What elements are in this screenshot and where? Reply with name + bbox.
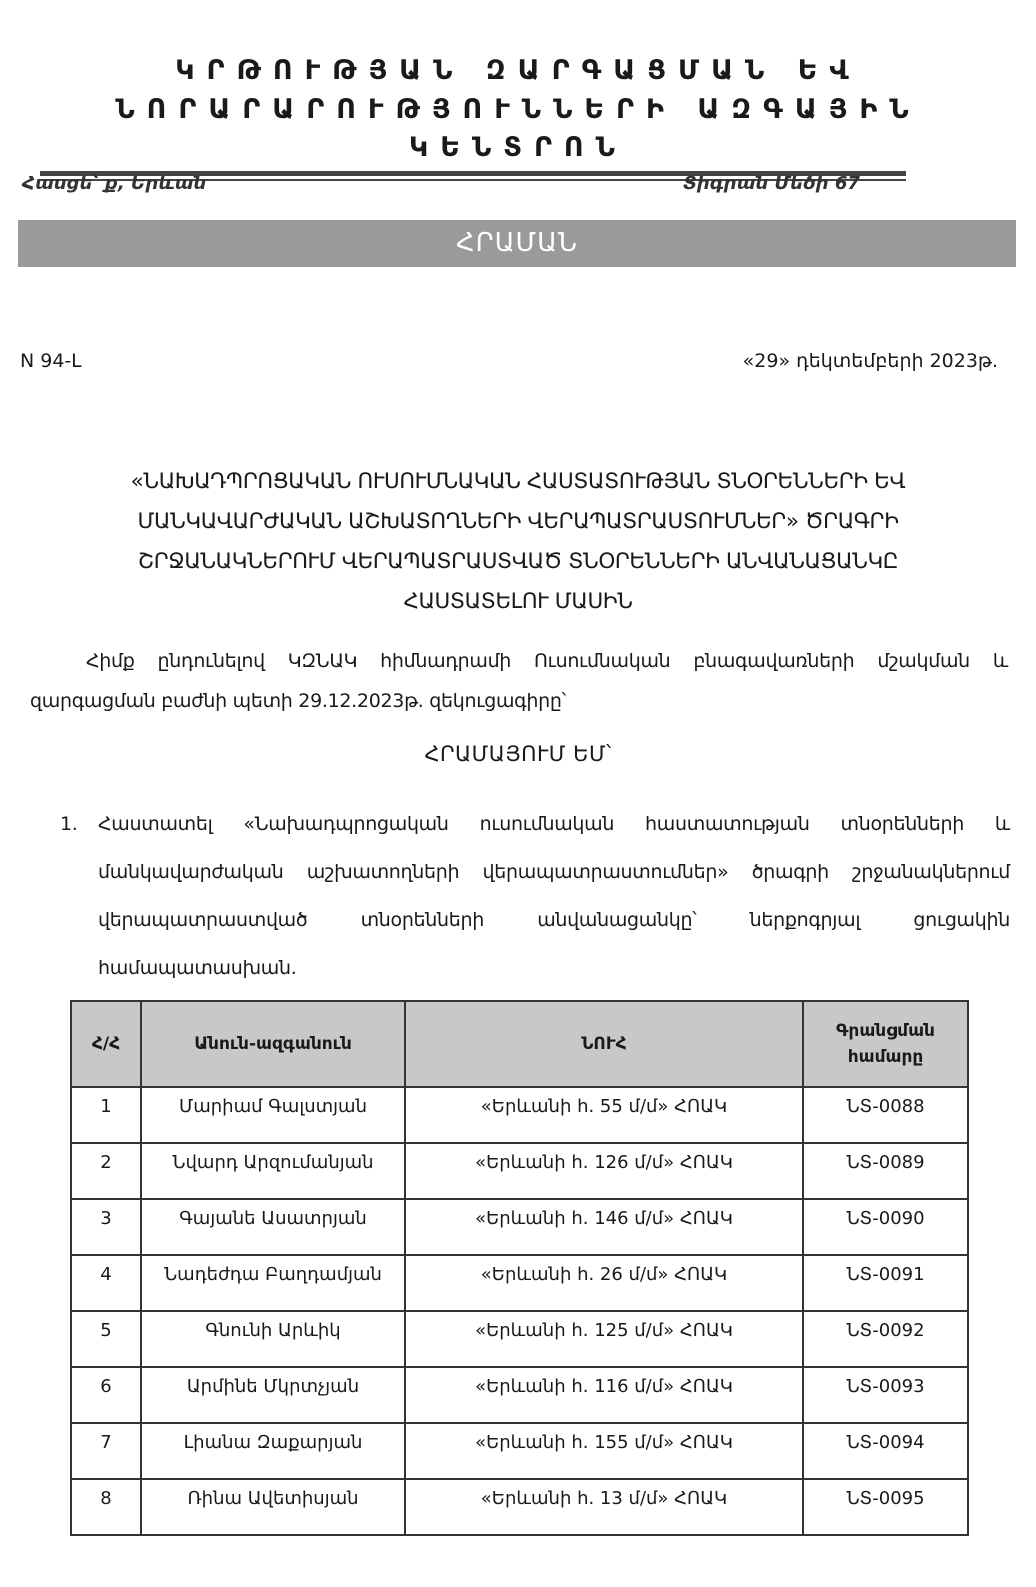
address-city: Հասցե՝ ք, Երևան bbox=[22, 173, 207, 194]
cell-institution: «Երևանի հ. 126 մ/մ» ՀՈԱԿ bbox=[405, 1143, 803, 1199]
cell-registration: ՆՏ-0090 bbox=[803, 1199, 968, 1255]
cell-name: Նադեժդա Բաղդամյան bbox=[141, 1255, 405, 1311]
cell-institution: «Երևանի հ. 125 մ/մ» ՀՈԱԿ bbox=[405, 1311, 803, 1367]
cell-name: Ռինա Ավետիսյան bbox=[141, 1479, 405, 1535]
title-line: ՇՐՋԱՆԱԿՆԵՐՈՒՄ ՎԵՐԱՊԱՏՐԱՍՏՎԱԾ ՏՆՕՐԵՆՆԵՐԻ ԱՆՎԱՆԱՑԱՆԿԸ bbox=[137, 549, 899, 574]
title-line: ՄԱՆԿԱՎԱՐԺԱԿԱՆ ԱՇԽԱՏՈՂՆԵՐԻ ՎԵՐԱՊԱՏՐԱՍՏՈՒՄՆԵՐ» ԾՐԱԳՐԻ bbox=[137, 509, 899, 534]
title-line: ՀԱՍՏԱՏԵԼՈՒ ՄԱՍԻՆ bbox=[403, 589, 633, 614]
col-header-index: Հ/Հ bbox=[71, 1001, 141, 1087]
org-name-line-2: ՆՈՐԱՐԱՐՈՒԹՅՈՒՆՆԵՐԻ ԱԶԳԱՅԻՆ bbox=[115, 94, 921, 125]
title-line: «ՆԱԽԱԴՊՐՈՑԱԿԱՆ ՈՒՍՈՒՄՆԱԿԱՆ ՀԱՍՏԱՏՈՒԹՅԱՆ ՏՆՕՐԵՆՆԵՐԻ ԵՎ bbox=[130, 469, 906, 494]
cell-institution: «Երևանի հ. 116 մ/մ» ՀՈԱԿ bbox=[405, 1367, 803, 1423]
cell-name: Գնունի Արևիկ bbox=[141, 1311, 405, 1367]
cell-index: 3 bbox=[71, 1199, 141, 1255]
cell-index: 1 bbox=[71, 1087, 141, 1143]
item-text: Հաստատել «Նախադպրոցական ուսումնական հաստատության տնօրենների և մանկավարժական աշխատողների վերապատրաստումներ» ծրագրի շրջանակներում վերապատրաստված տնօրենների անվանացանկը՝ ներքոգրյալ ցուցակին համապատասխան. bbox=[98, 813, 1010, 979]
table-row bbox=[71, 1311, 968, 1367]
basis-text: Հիմք ընդունելով ԿԶՆԱԿ հիմնադրամի Ուսումնական բնագավառների մշակման և զարգացման բաժնի պետի 29.12.2023թ. զեկուցագիրը՝ bbox=[30, 650, 1008, 712]
cell-index: 7 bbox=[71, 1423, 141, 1479]
table-row bbox=[71, 1087, 968, 1143]
cell-name: Լիանա Զաքարյան bbox=[141, 1423, 405, 1479]
table-row bbox=[71, 1367, 968, 1423]
directors-table bbox=[70, 1000, 969, 1536]
banner-title: ՀՐԱՄԱՆ bbox=[455, 228, 579, 258]
cell-name: Գայանե Ասատրյան bbox=[141, 1199, 405, 1255]
cell-index: 6 bbox=[71, 1367, 141, 1423]
document-title bbox=[40, 462, 996, 622]
cell-name: Մարիամ Գալստյան bbox=[141, 1087, 405, 1143]
cell-name: Նվարդ Արզումանյան bbox=[141, 1143, 405, 1199]
col-header-name: Անուն-ազգանուն bbox=[141, 1001, 405, 1087]
cell-index: 2 bbox=[71, 1143, 141, 1199]
document-type-banner bbox=[18, 220, 1016, 267]
cell-index: 4 bbox=[71, 1255, 141, 1311]
org-name-line-3: ԿԵՆՏՐՈՆ bbox=[409, 132, 627, 163]
order-number: N 94-Լ bbox=[20, 350, 82, 372]
cell-name: Արմինե Մկրտչյան bbox=[141, 1367, 405, 1423]
cell-index: 5 bbox=[71, 1311, 141, 1367]
cell-registration: ՆՏ-0089 bbox=[803, 1143, 968, 1199]
cell-institution: «Երևանի հ. 146 մ/մ» ՀՈԱԿ bbox=[405, 1199, 803, 1255]
cell-registration: ՆՏ-0088 bbox=[803, 1087, 968, 1143]
table-row bbox=[71, 1479, 968, 1535]
cell-registration: ՆՏ-0095 bbox=[803, 1479, 968, 1535]
order-date: «29» դեկտեմբերի 2023թ. bbox=[742, 350, 998, 372]
org-name-line-1: ԿՐԹՈՒԹՅԱՆ ԶԱՐԳԱՑՄԱՆ ԵՎ bbox=[175, 55, 861, 86]
order-heading: ՀՐԱՄԱՅՈՒՄ ԵՄ՝ bbox=[424, 742, 612, 766]
table-row bbox=[71, 1143, 968, 1199]
item-number: 1. bbox=[60, 813, 78, 835]
order-item-1 bbox=[60, 800, 1010, 992]
table-row bbox=[71, 1199, 968, 1255]
table-header-row bbox=[71, 1001, 968, 1087]
cell-institution: «Երևանի հ. 55 մ/մ» ՀՈԱԿ bbox=[405, 1087, 803, 1143]
table-row bbox=[71, 1423, 968, 1479]
cell-registration: ՆՏ-0091 bbox=[803, 1255, 968, 1311]
cell-institution: «Երևանի հ. 13 մ/մ» ՀՈԱԿ bbox=[405, 1479, 803, 1535]
cell-registration: ՆՏ-0092 bbox=[803, 1311, 968, 1367]
col-header-institution: ՆՈՒՀ bbox=[405, 1001, 803, 1087]
col-header-registration: Գրանցման համարը bbox=[803, 1001, 968, 1087]
table-row bbox=[71, 1255, 968, 1311]
address-street: Տիգրան Մեծի 67 bbox=[683, 173, 860, 194]
cell-institution: «Երևանի հ. 26 մ/մ» ՀՈԱԿ bbox=[405, 1255, 803, 1311]
cell-index: 8 bbox=[71, 1479, 141, 1535]
cell-institution: «Երևանի հ. 155 մ/մ» ՀՈԱԿ bbox=[405, 1423, 803, 1479]
basis-paragraph bbox=[30, 641, 1008, 721]
cell-registration: ՆՏ-0093 bbox=[803, 1367, 968, 1423]
cell-registration: ՆՏ-0094 bbox=[803, 1423, 968, 1479]
